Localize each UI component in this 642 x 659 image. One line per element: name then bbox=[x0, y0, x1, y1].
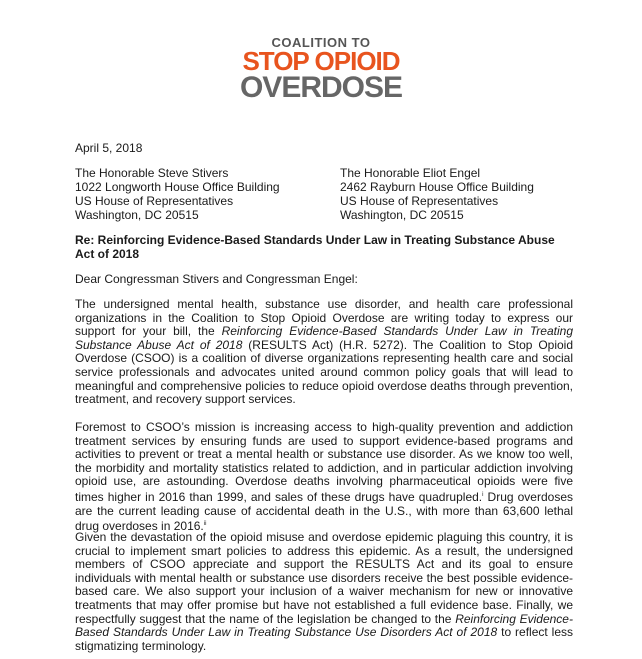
logo-line-overdose: OVERDOSE bbox=[239, 71, 403, 104]
bill-title: Reinforcing Evidence-Based Standards Under Law in Treating Substance Abuse Act of 2018 bbox=[75, 324, 573, 352]
proposed-bill-title: Reinforcing Evidence-Based Standards Under Law in Treating Substance Use Disorders Act of 2018 bbox=[75, 611, 573, 640]
footnote-ref: i bbox=[482, 491, 484, 498]
paragraph-2 bbox=[75, 421, 573, 534]
recipient-chamber: US House of Representatives bbox=[340, 194, 499, 208]
logo-line-coalition: COALITION TO bbox=[271, 35, 371, 50]
recipient-name: The Honorable Steve Stivers bbox=[75, 166, 229, 180]
paragraph-3 bbox=[75, 531, 573, 653]
recipient-city: Washington, DC 20515 bbox=[340, 208, 464, 222]
recipient-office: 2462 Rayburn House Office Building bbox=[340, 180, 534, 194]
paragraph-text: to reflect less stigmatizing terminology. bbox=[75, 625, 574, 653]
paragraph-text: Given the devastation of the opioid misuse and overdose epidemic plaguing this country, it is crucial to implement smart policies to address this epidemic. As a result, the undersigned members of CSOO appreciate and support the RESULTS Act and its goal to ensure individuals with mental health or substance use disorders receive the best possible evidence-based care. We also support your inclusion of a waiver mechanism for new or innovative treatments that may offer promise but have not established a full evidence base. Finally, we respectfully suggest that the name of the legislation be changed to the bbox=[75, 530, 573, 626]
recipient-chamber: US House of Representatives bbox=[75, 194, 234, 208]
paragraph-1 bbox=[75, 298, 573, 407]
recipient-city: Washington, DC 20515 bbox=[75, 208, 199, 222]
letter-date: April 5, 2018 bbox=[75, 141, 143, 155]
salutation: Dear Congressman Stivers and Congressman Engel: bbox=[75, 272, 358, 286]
paragraph-text: The undersigned mental health, substance use disorder, and health care professional organizations in the Coalition to Stop Opioid Overdose are writing today to express our support for your bill, the bbox=[75, 297, 573, 339]
footnote-ref: ii bbox=[203, 521, 207, 528]
recipient-address-stivers bbox=[75, 166, 280, 222]
paragraph-text: (RESULTS Act) (H.R. 5272). The Coalition to Stop Opioid Overdose (CSOO) is a coalition of diverse organizations representing health care and social service professionals and advocates united around common policy goals that will lead to meaningful and comprehensive policies to reduce opioid overdose deaths through prevention, treatment, and recovery support services. bbox=[75, 337, 574, 407]
coalition-logo bbox=[0, 36, 642, 102]
paragraph-text: Foremost to CSOO’s mission is increasing access to high-quality prevention and addiction treatment services by ensuring funds are used to support evidence-based programs and activities to prevent or treat a mental health or substance use disorder. As we know too well, the morbidity and mortality statistics related to addiction, and in particular addiction involving opioid use, are astounding. Overdose deaths involving pharmaceutical opioids were five times higher in 2016 than 1999, and sales of these drugs have quadrupled. bbox=[75, 420, 573, 504]
logo-line-stop-opioid: STOP OPIOID bbox=[242, 46, 400, 76]
subject-line: Re: Reinforcing Evidence-Based Standards Under Law in Treating Substance Abuse Act of 2018 bbox=[75, 233, 555, 261]
recipient-address-engel bbox=[340, 166, 534, 222]
paragraph-text: Drug overdoses are the current leading cause of accidental death in the U.S., with more than 63,600 lethal drug overdoses in 2016. bbox=[75, 489, 574, 534]
recipient-office: 1022 Longworth House Office Building bbox=[75, 180, 280, 194]
recipient-name: The Honorable Eliot Engel bbox=[340, 166, 481, 180]
